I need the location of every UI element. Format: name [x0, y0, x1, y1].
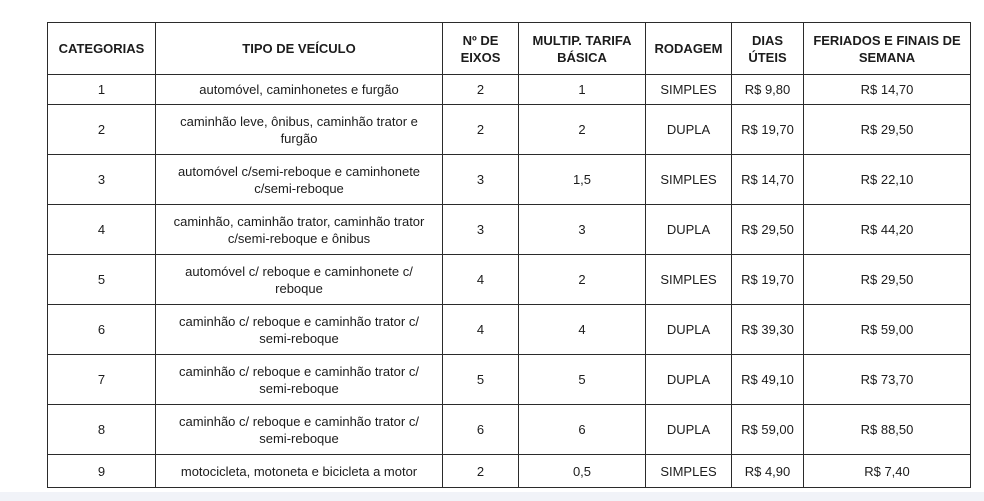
cell-multip_tarifa_basica: 6: [519, 405, 646, 455]
table-body: [48, 75, 971, 488]
cell-categoria: 6: [48, 305, 156, 355]
cell-rodagem: SIMPLES: [646, 155, 732, 205]
header-tipo-veiculo: TIPO DE VEÍCULO: [156, 23, 443, 75]
cell-categoria: 7: [48, 355, 156, 405]
table-row: [48, 155, 971, 205]
cell-categoria: 5: [48, 255, 156, 305]
cell-feriados_fins_semana: R$ 44,20: [804, 205, 971, 255]
cell-categoria: 2: [48, 105, 156, 155]
cell-multip_tarifa_basica: 0,5: [519, 455, 646, 488]
cell-dias_uteis: R$ 59,00: [732, 405, 804, 455]
header-dias-uteis: DIAS ÚTEIS: [732, 23, 804, 75]
cell-multip_tarifa_basica: 2: [519, 105, 646, 155]
bottom-strip: [0, 492, 984, 501]
cell-feriados_fins_semana: R$ 7,40: [804, 455, 971, 488]
cell-dias_uteis: R$ 9,80: [732, 75, 804, 105]
cell-categoria: 9: [48, 455, 156, 488]
cell-rodagem: SIMPLES: [646, 455, 732, 488]
toll-tariff-table: [47, 22, 971, 488]
cell-tipo_veiculo: caminhão c/ reboque e caminhão trator c/ semi-reboque: [156, 305, 443, 355]
cell-multip_tarifa_basica: 2: [519, 255, 646, 305]
cell-tipo_veiculo: motocicleta, motoneta e bicicleta a motor: [156, 455, 443, 488]
cell-tipo_veiculo: caminhão c/ reboque e caminhão trator c/ semi-reboque: [156, 405, 443, 455]
cell-feriados_fins_semana: R$ 73,70: [804, 355, 971, 405]
cell-rodagem: DUPLA: [646, 305, 732, 355]
cell-feriados_fins_semana: R$ 14,70: [804, 75, 971, 105]
cell-rodagem: DUPLA: [646, 405, 732, 455]
cell-num_eixos: 3: [443, 155, 519, 205]
header-categorias: CATEGORIAS: [48, 23, 156, 75]
cell-feriados_fins_semana: R$ 29,50: [804, 255, 971, 305]
cell-dias_uteis: R$ 29,50: [732, 205, 804, 255]
cell-rodagem: SIMPLES: [646, 255, 732, 305]
cell-dias_uteis: R$ 49,10: [732, 355, 804, 405]
cell-dias_uteis: R$ 14,70: [732, 155, 804, 205]
table-row: [48, 75, 971, 105]
cell-num_eixos: 2: [443, 75, 519, 105]
cell-feriados_fins_semana: R$ 29,50: [804, 105, 971, 155]
cell-tipo_veiculo: automóvel c/ reboque e caminhonete c/ reboque: [156, 255, 443, 305]
cell-multip_tarifa_basica: 4: [519, 305, 646, 355]
cell-num_eixos: 5: [443, 355, 519, 405]
cell-feriados_fins_semana: R$ 88,50: [804, 405, 971, 455]
cell-feriados_fins_semana: R$ 59,00: [804, 305, 971, 355]
cell-tipo_veiculo: automóvel c/semi-reboque e caminhonete c/semi-reboque: [156, 155, 443, 205]
cell-dias_uteis: R$ 19,70: [732, 255, 804, 305]
table-row: [48, 305, 971, 355]
table-row: [48, 355, 971, 405]
cell-num_eixos: 2: [443, 105, 519, 155]
table-row: [48, 405, 971, 455]
cell-rodagem: SIMPLES: [646, 75, 732, 105]
cell-dias_uteis: R$ 19,70: [732, 105, 804, 155]
header-num-eixos: Nº DE EIXOS: [443, 23, 519, 75]
cell-dias_uteis: R$ 4,90: [732, 455, 804, 488]
table-row: [48, 105, 971, 155]
header-feriados-fins-semana: FERIADOS E FINAIS DE SEMANA: [804, 23, 971, 75]
table-row: [48, 255, 971, 305]
cell-categoria: 8: [48, 405, 156, 455]
cell-rodagem: DUPLA: [646, 205, 732, 255]
cell-multip_tarifa_basica: 1: [519, 75, 646, 105]
cell-num_eixos: 4: [443, 255, 519, 305]
table-row: [48, 205, 971, 255]
table-row: [48, 455, 971, 488]
cell-categoria: 1: [48, 75, 156, 105]
cell-tipo_veiculo: automóvel, caminhonetes e furgão: [156, 75, 443, 105]
cell-tipo_veiculo: caminhão leve, ônibus, caminhão trator e furgão: [156, 105, 443, 155]
cell-tipo_veiculo: caminhão c/ reboque e caminhão trator c/ semi-reboque: [156, 355, 443, 405]
cell-num_eixos: 6: [443, 405, 519, 455]
cell-feriados_fins_semana: R$ 22,10: [804, 155, 971, 205]
cell-num_eixos: 4: [443, 305, 519, 355]
cell-categoria: 3: [48, 155, 156, 205]
cell-multip_tarifa_basica: 5: [519, 355, 646, 405]
cell-categoria: 4: [48, 205, 156, 255]
header-rodagem: RODAGEM: [646, 23, 732, 75]
header-row: [48, 23, 971, 75]
cell-num_eixos: 2: [443, 455, 519, 488]
cell-num_eixos: 3: [443, 205, 519, 255]
cell-dias_uteis: R$ 39,30: [732, 305, 804, 355]
cell-rodagem: DUPLA: [646, 105, 732, 155]
cell-multip_tarifa_basica: 3: [519, 205, 646, 255]
header-multip-tarifa: MULTIP. TARIFA BÁSICA: [519, 23, 646, 75]
cell-tipo_veiculo: caminhão, caminhão trator, caminhão trator c/semi-reboque e ônibus: [156, 205, 443, 255]
cell-rodagem: DUPLA: [646, 355, 732, 405]
cell-multip_tarifa_basica: 1,5: [519, 155, 646, 205]
